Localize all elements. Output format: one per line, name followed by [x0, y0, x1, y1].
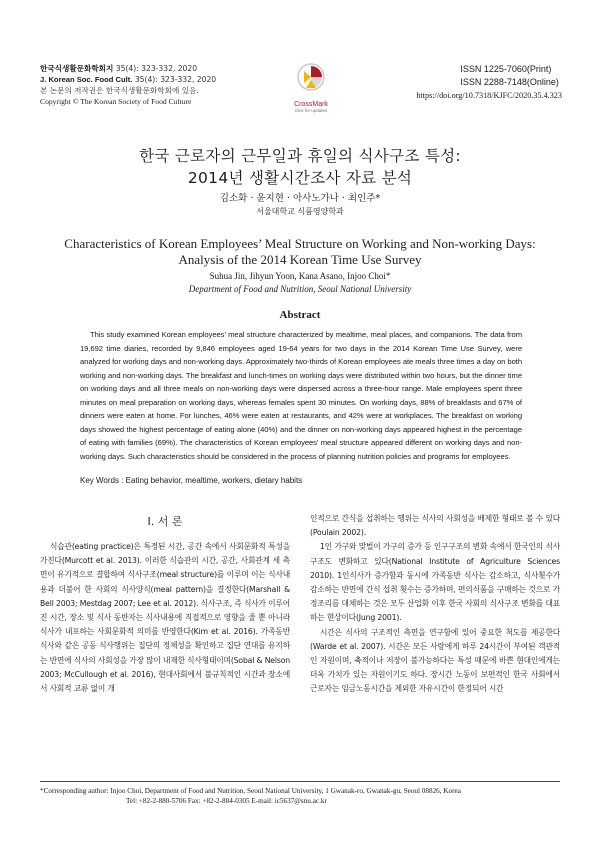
journal-vol-en: 35(4): 323-332, 2020	[134, 75, 217, 84]
journal-vol-ko: 35(4): 323-332, 2020	[115, 64, 198, 73]
journal-header	[40, 63, 216, 107]
footnote-line1: *Corresponding author: Injoo Choi, Department of Food and Nutrition, Seoul National University, 1 Gwanak-ro, Gwanak-gu, Seoul 08826, Korea	[40, 787, 461, 795]
copyright-en: Copyright © The Korean Society of Food Culture	[40, 97, 192, 106]
title-ko	[0, 145, 600, 189]
issn-print: ISSN 1225-7060(Print)	[460, 64, 552, 74]
title-en-line2: Analysis of the 2014 Korean Time Use Survey	[178, 252, 422, 267]
paragraph: 1인 가구와 맞벌이 가구의 증가 등 인구구조의 변화 속에서 한국인의 식사구조도 변화하고 있다(National Institute of Agriculture Sciences 2010). 1인식사가 증가함과 동시에 가족동반 식사는 감소하고, 식사횟수가 감소하는 반면에 간식 섭취 횟수는 증가하며, 편의식품을 구매하는 것으로 가정조리를 대체하는 것은 모두 산업화 이후 한국 사회의 식사구조 변화를 대표하는 현상이다(Jung 2001).	[310, 542, 560, 623]
issn-block	[416, 63, 562, 102]
copyright-ko: 본 논문의 저작권은 한국식생활문화학회에 있음.	[40, 86, 199, 95]
keywords-list: Eating behavior, mealtime, workers, dietary habits	[125, 476, 303, 485]
affiliation-en: Department of Food and Nutrition, Seoul National University	[188, 284, 412, 294]
section-heading: Ⅰ. 서 론	[147, 515, 183, 528]
crossmark-badge[interactable]	[283, 62, 339, 113]
crossmark-icon	[296, 62, 326, 96]
title-ko-line2: 2014년 생활시간조사 자료 분석	[187, 169, 413, 187]
footnote-line2: Tel: +82-2-880-5706 Fax: +82-2-884-0305 E-mail: ic5637@snu.ac.kr	[126, 797, 327, 805]
footnote	[40, 786, 560, 806]
title-ko-line1: 한국 근로자의 근무일과 휴일의 식사구조 특성:	[139, 147, 461, 165]
crossmark-sub: click for updates	[294, 108, 328, 113]
title-en-line1: Characteristics of Korean Employees’ Meal Structure on Working and Non-working Days:	[64, 236, 536, 251]
paragraph: 인적으로 간식을 섭취하는 행위는 식사의 사회성을 배제한 형태로 볼 수 있다(Poulain 2002).	[310, 514, 560, 538]
paragraph: 시간은 식사의 구조적인 측면을 연구함에 있어 중요한 척도를 제공한다(Warde et al. 2007). 시간은 모든 사람에게 하루 24시간이 부여된 객관적인 자원이며, 축적이나 저장이 불가능하다는 특성 때문에 바쁜 현대인에게는 더욱 가치가 있는 자원이기도 하다. 장시간 노동이 보편적인 한국 사회에서 근로자는 임금노동시간을 제외한 자유시간이 한정되어 시간	[310, 627, 560, 694]
doi-link[interactable]: https://doi.org/10.7318/KJFC/2020.35.4.323	[416, 91, 562, 100]
journal-name-en: J. Korean Soc. Food Cult.	[40, 75, 133, 84]
abstract-heading: Abstract	[279, 309, 321, 321]
paragraph: 식습관(eating practice)은 특정된 시간, 공간 속에서 사회문화적 특성을 가진다(Murcott et al. 2013). 이러한 식습관의 시간, 공간, 사회관계 세 측면이 유기적으로 결합하여 식사구조(meal structure)를 이루며 이는 식사내용과 더불어 한 사회의 식사양식(meal pattern)을 결정한다(Marshall & Bell 2003; Mestdag 2007; Lee et al. 2012). 식사구조, 즉 식사가 이루어진 시간, 장소 및 식사 동반자는 식사내용에 직접적으로 영향을 줄 뿐 아니라 식사가 내포하는 사회문화적 의미를 반영한다(Kim et al. 2016). 가족동반 식사와 같은 공동 식사행위는 집단의 정체성을 확인하고 집단 연대를 유지하는 반면에 식사의 사회성을 가장 많이 내재한 식사형태이며(Sobal & Nelson 2003; McCullough et al. 2016), 현대사회에서 불규칙적인 시간과 장소에서 사회적 교류 없이 개	[40, 542, 290, 694]
affiliation-ko: 서울대학교 식품영양학과	[256, 207, 344, 216]
footnote-rule	[40, 781, 560, 782]
keywords	[80, 476, 302, 485]
body-column-right	[310, 512, 560, 697]
title-en	[40, 236, 560, 268]
keywords-label: Key Words :	[80, 476, 124, 485]
crossmark-label: CrossMark	[294, 101, 328, 108]
issn-online: ISSN 2288-7148(Online)	[460, 77, 559, 87]
authors-ko: 김소화 · 윤지현 · 아사노가나 · 최인주*	[219, 193, 381, 204]
abstract-body: This study examined Korean employees’ meal structure characterized by mealtime, meal places, and companions. The data from 19,692 time diaries, recorded by 9,846 employees aged 19-64 years for two days in the 2014 Korean Time Use Survey, were analyzed for working days and non-working days. Approximately two-thirds of Korean employees ate meals three times a day on both working and non-working days. The breakfast and lunch-times on working days were distributed within two hours, but the dinner time on working days and all three meals on non-working days were dispersed across a three-hour range. Male employees spent three minutes on meal preparation on working days, whereas females spent 30 minutes. On working days, 88% of breakfasts and 67% of dinners were eaten at home. For lunches, 46% were eaten at restaurants, and 42% were at workplaces. The breakfast on working days showed the highest percentage of eating alone (40%) and the dinner on non-working days appeared highest in the percentage of eating with families (69%). The characteristics of Korean employees’ meal structure appeared different on working days and non-working days. Such characteristics should be considered in the process of planning nutrition policies and programs for employees.	[80, 330, 522, 461]
authors-en: Suhua Jin, Jihyun Yoon, Kana Asano, Injoo Choi*	[209, 271, 391, 281]
body-column-left	[40, 540, 290, 696]
journal-name-ko: 한국식생활문화학회지	[40, 64, 114, 73]
